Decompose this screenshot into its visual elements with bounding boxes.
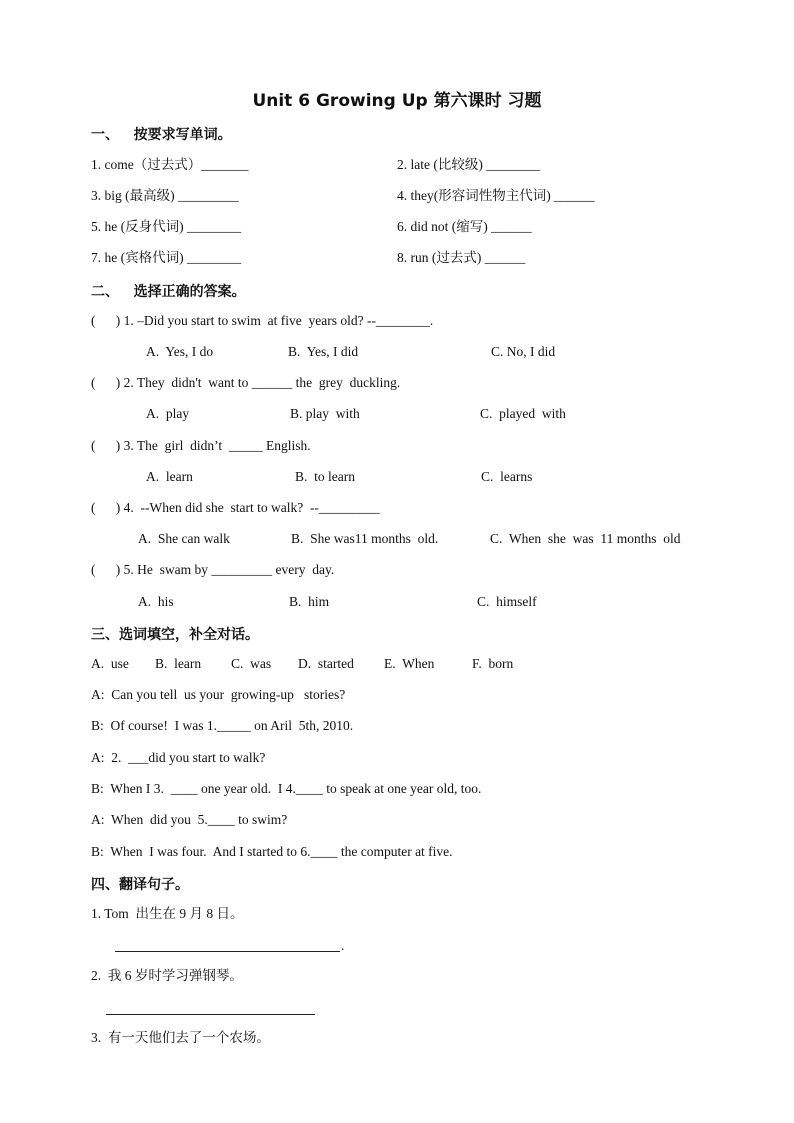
s3-choice-f: F. born xyxy=(472,656,514,671)
q4-stem: ( ) 4. --When did she start to walk? --_________ xyxy=(91,500,380,515)
q1-stem: ( ) 1. –Did you start to swim at five years old? --________. xyxy=(91,313,434,328)
q4-option-a: A. She can walk xyxy=(138,531,230,546)
dialogue-line-6: B: When I was four. And I started to 6.____ the computer at five. xyxy=(91,844,453,859)
q3-option-c: C. learns xyxy=(481,469,533,484)
dialogue-line-2: B: Of course! I was 1._____ on Aril 5th, 2010. xyxy=(91,718,354,733)
q2-option-c: C. played with xyxy=(480,406,566,421)
q5-option-b: B. him xyxy=(289,594,330,609)
dialogue-line-5: A: When did you 5.____ to swim? xyxy=(91,812,288,827)
translate-item-1: 1. Tom 出生在 9 月 8 日。 xyxy=(91,906,244,921)
q4-option-b: B. She was11 months old. xyxy=(291,531,439,546)
page-title: Unit 6 Growing Up 第六课时 习题 xyxy=(252,91,542,111)
s1-item-6: 6. did not (缩写) ______ xyxy=(397,219,532,234)
q2-option-b: B. play with xyxy=(290,406,360,421)
q1-option-a: A. Yes, I do xyxy=(146,344,214,359)
s3-choice-d: D. started xyxy=(298,656,354,671)
answer-line-1-period: . xyxy=(341,938,345,953)
s1-item-3: 3. big (最高级) _________ xyxy=(91,188,239,203)
section2-heading: 二、 选择正确的答案。 xyxy=(91,284,246,300)
s1-item-4: 4. they(形容词性物主代词) ______ xyxy=(397,188,595,203)
section3-heading: 三、选词填空，补全对话。 xyxy=(91,627,259,643)
translate-item-3: 3. 有一天他们去了一个农场。 xyxy=(91,1030,270,1045)
s1-item-7: 7. he (宾格代词) ________ xyxy=(91,250,241,265)
s3-choice-e: E. When xyxy=(384,656,435,671)
dialogue-line-4: B: When I 3. ____ one year old. I 4.____ to speak at one year old, too. xyxy=(91,781,482,796)
answer-line-2[interactable] xyxy=(106,1014,315,1015)
q1-option-b: B. Yes, I did xyxy=(288,344,359,359)
q5-option-a: A. his xyxy=(138,594,174,609)
q3-option-a: A. learn xyxy=(146,469,193,484)
s1-item-5: 5. he (反身代词) ________ xyxy=(91,219,241,234)
s3-choice-a: A. use xyxy=(91,656,129,671)
section1-heading: 一、 按要求写单词。 xyxy=(91,127,232,143)
q3-stem: ( ) 3. The girl didn’t _____ English. xyxy=(91,438,311,453)
q1-option-c: C. No, I did xyxy=(491,344,556,359)
dialogue-line-3: A: 2. ___did you start to walk? xyxy=(91,750,266,765)
s1-item-2: 2. late (比较级) ________ xyxy=(397,157,541,172)
s1-item-1: 1. come（过去式）_______ xyxy=(91,157,249,172)
section4-heading: 四、翻译句子。 xyxy=(91,877,189,893)
q4-option-c: C. When she was 11 months old xyxy=(490,531,681,546)
q2-stem: ( ) 2. They didn't want to ______ the grey duckling. xyxy=(91,375,401,390)
translate-item-2: 2. 我 6 岁时学习弹钢琴。 xyxy=(91,968,243,983)
q3-option-b: B. to learn xyxy=(295,469,355,484)
q5-option-c: C. himself xyxy=(477,594,537,609)
q2-option-a: A. play xyxy=(146,406,190,421)
s3-choice-c: C. was xyxy=(231,656,272,671)
dialogue-line-1: A: Can you tell us your growing-up stories? xyxy=(91,687,346,702)
s1-item-8: 8. run (过去式) ______ xyxy=(397,250,526,265)
s3-choice-b: B. learn xyxy=(155,656,202,671)
q5-stem: ( ) 5. He swam by _________ every day. xyxy=(91,562,335,577)
answer-line-1[interactable] xyxy=(115,951,340,952)
